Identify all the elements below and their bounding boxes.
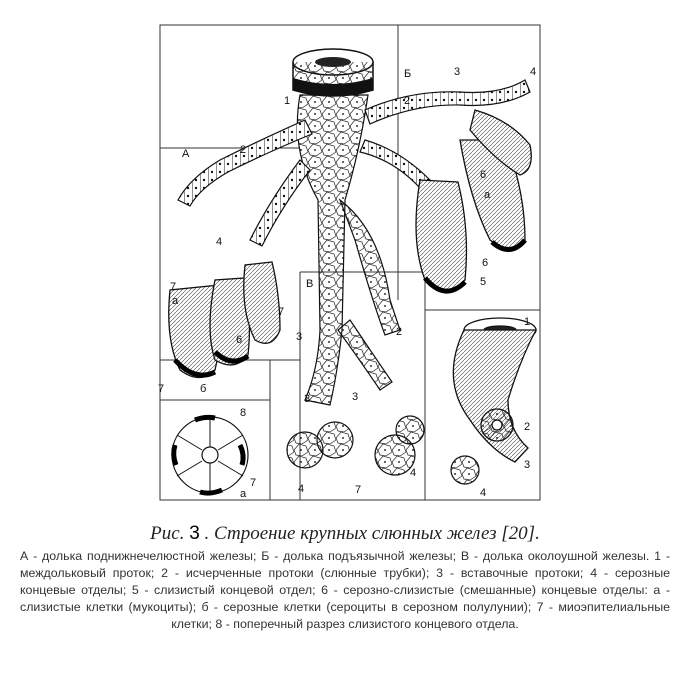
label-3-b: 3 xyxy=(454,66,461,78)
label-7-v: 7 xyxy=(355,484,362,496)
panel-label-b: Б xyxy=(404,68,412,80)
interlobular-duct xyxy=(293,49,373,96)
label-3-horn: 3 xyxy=(524,459,531,471)
label-4-b: 4 xyxy=(530,66,537,78)
label-4-v: 4 xyxy=(298,483,305,495)
label-5-b: 5 xyxy=(480,276,487,288)
label-3-center: 3 xyxy=(296,331,303,343)
caption-prefix: Рис. xyxy=(150,523,185,544)
mucous-cross-section xyxy=(172,417,248,493)
mixed-end-pieces-right xyxy=(416,110,531,291)
label-a-a: а xyxy=(172,295,179,307)
striated-duct-left xyxy=(178,120,312,246)
label-3-v2: 3 xyxy=(304,393,311,405)
label-7-a2: 7 xyxy=(158,383,165,395)
label-3-v: 3 xyxy=(352,391,359,403)
label-6-a: 6 xyxy=(236,334,243,346)
duct-tree xyxy=(297,95,403,405)
label-a-b: а xyxy=(484,189,491,201)
label-a-cross: а xyxy=(240,488,247,500)
caption-title-text: . Строение крупных слюнных желез [20]. xyxy=(204,523,540,544)
caption-figure-number: 3 xyxy=(189,523,200,544)
label-7-center: 7 xyxy=(278,306,285,318)
label-1: 1 xyxy=(284,95,291,107)
serous-acini xyxy=(287,416,479,484)
label-b-a: б xyxy=(200,383,207,395)
panel-label-v: В xyxy=(306,278,314,290)
label-2-horn: 2 xyxy=(524,421,531,433)
label-4-horn: 4 xyxy=(480,487,487,499)
label-7-cross: 7 xyxy=(250,477,257,489)
label-4-a: 4 xyxy=(216,236,223,248)
label-2-a: 2 xyxy=(240,144,247,156)
label-4-v2: 4 xyxy=(410,467,417,479)
duct-horn-section xyxy=(453,318,536,462)
label-6-b: 6 xyxy=(480,169,487,181)
figure-caption xyxy=(20,522,670,633)
label-2-b: 2 xyxy=(404,95,411,107)
label-2-v: 2 xyxy=(396,326,403,338)
panel-label-a: А xyxy=(182,148,190,160)
caption-title xyxy=(20,522,670,546)
label-6-b2: 6 xyxy=(482,257,489,269)
label-1-horn: 1 xyxy=(524,316,531,328)
label-8: 8 xyxy=(240,407,247,419)
label-7-a: 7 xyxy=(170,281,177,293)
caption-legend: А - долька поднижнечелюстной железы; Б - долька подъязычной железы; В - долька околоушной железы. 1 - междольковый проток; 2 - исчерченные протоки (слюнные трубки); 3 - вставочные протоки; 4 - серозные концевые отделы; 5 - слизистый концевой отдел; 6 - серозно-слизистые (смешанные) концевые отделы: а - слизистые клетки (мукоциты); б - серозные клетки (сероциты в серозном полулунии); 7 - миоэпителиальные клетки; 8 - поперечный разрез слизистого концевого отдела. xyxy=(20,549,670,631)
